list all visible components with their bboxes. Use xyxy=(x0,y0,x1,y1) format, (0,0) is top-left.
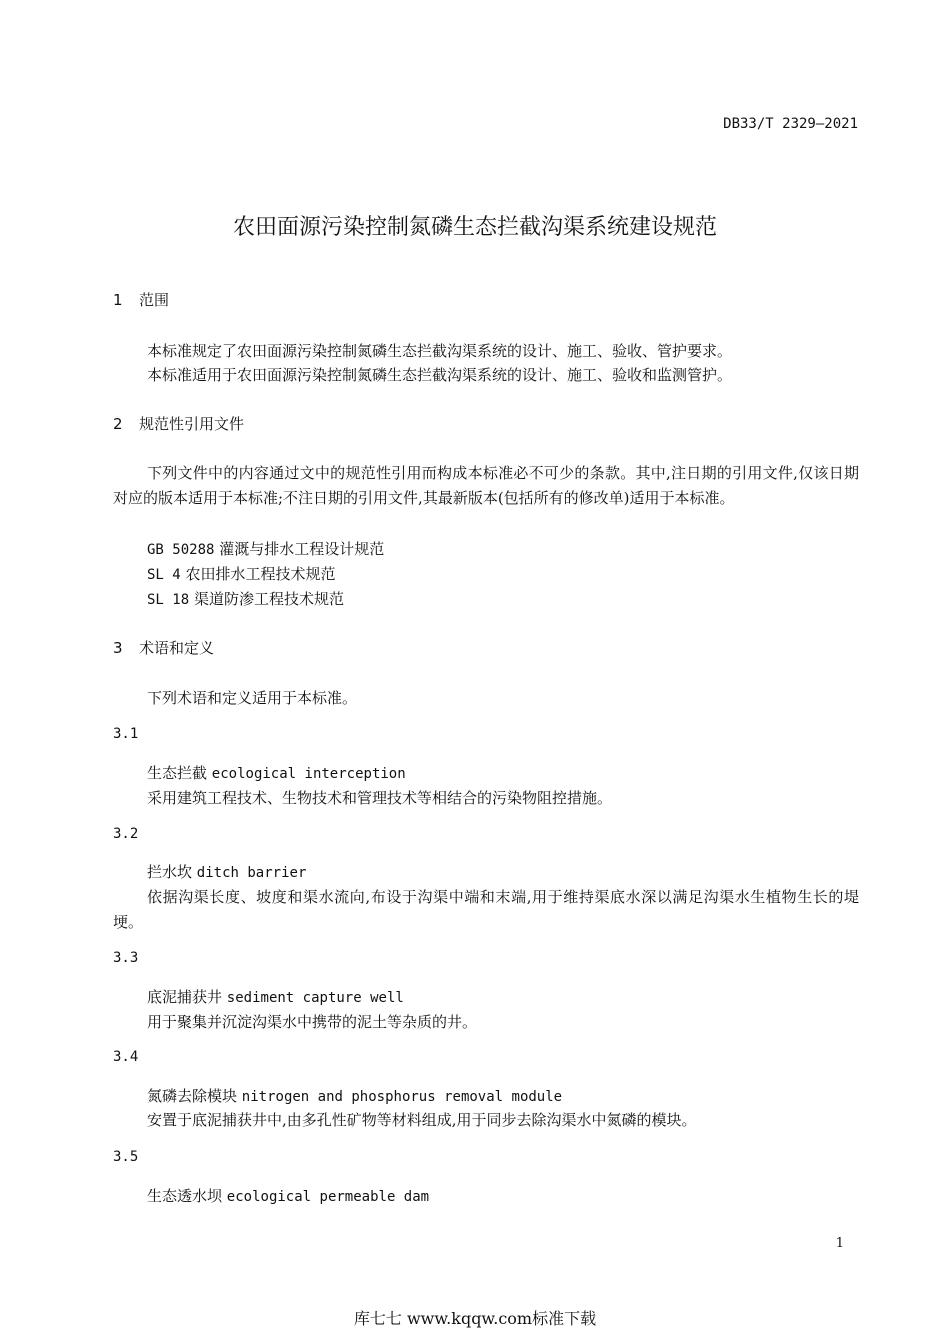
reference-item xyxy=(147,538,384,559)
paragraph: 下列文件中的内容通过文中的规范性引用而构成本标准必不可少的条款。其中,注日期的引用文件,仅该日期对应的版本适用于本标准;不注日期的引用文件,其最新版本(包括所有的修改单)适用于本标准。 xyxy=(113,464,859,507)
reference-code: GB 50288 xyxy=(147,542,215,558)
paragraph: 本标准规定了农田面源污染控制氮磷生态拦截沟渠系统的设计、施工、验收、管护要求。 xyxy=(147,342,733,360)
term-entry xyxy=(147,861,306,882)
reference-code: SL 18 xyxy=(147,592,190,608)
reference-code: SL 4 xyxy=(147,567,181,583)
clause-number: 3.1 xyxy=(113,726,139,742)
term-cn: 生态透水坝 xyxy=(147,1187,223,1205)
term-entry xyxy=(147,986,404,1007)
term-en: ditch barrier xyxy=(196,865,307,881)
reference-item xyxy=(147,588,344,609)
section-number: 2 xyxy=(113,415,123,433)
term-definition: 依据沟渠长度、坡度和渠水流向,布设于沟渠中端和末端,用于维持渠底水深以满足沟渠水生植物生长的堤埂。 xyxy=(113,888,859,931)
term-cn: 氮磷去除模块 xyxy=(147,1087,238,1105)
document-title: 农田面源污染控制氮磷生态拦截沟渠系统建设规范 xyxy=(232,215,717,240)
section-heading-terms xyxy=(113,637,214,658)
section-title: 术语和定义 xyxy=(139,639,215,657)
page-number: 1 xyxy=(835,1236,844,1251)
term-entry xyxy=(147,1085,562,1106)
term-entry xyxy=(147,1185,429,1206)
term-cn: 底泥捕获井 xyxy=(147,988,223,1006)
clause-number: 3.2 xyxy=(113,826,139,842)
footer-watermark: 库七七 www.kqqw.com标准下载 xyxy=(353,1309,597,1328)
reference-name: 农田排水工程技术规范 xyxy=(185,565,336,583)
section-heading-scope xyxy=(113,289,169,310)
section-number: 3 xyxy=(113,639,123,657)
standard-code: DB33/T 2329—2021 xyxy=(723,116,858,132)
term-en: nitrogen and phosphorus removal module xyxy=(241,1089,563,1105)
term-definition: 用于聚集并沉淀沟渠水中携带的泥土等杂质的井。 xyxy=(147,1013,478,1031)
paragraph: 下列术语和定义适用于本标准。 xyxy=(147,689,358,707)
term-en: ecological permeable dam xyxy=(226,1189,430,1205)
reference-name: 灌溉与排水工程设计规范 xyxy=(219,540,385,558)
reference-item xyxy=(147,563,336,584)
term-cn: 拦水坎 xyxy=(147,863,193,881)
term-en: ecological interception xyxy=(211,766,406,782)
term-definition: 采用建筑工程技术、生物技术和管理技术等相结合的污染物阻控措施。 xyxy=(147,789,613,807)
clause-number: 3.5 xyxy=(113,1149,139,1165)
term-cn: 生态拦截 xyxy=(147,764,208,782)
clause-number: 3.3 xyxy=(113,950,139,966)
section-title: 规范性引用文件 xyxy=(139,415,245,433)
term-definition: 安置于底泥捕获井中,由多孔性矿物等材料组成,用于同步去除沟渠水中氮磷的模块。 xyxy=(147,1111,697,1129)
section-heading-normative-references xyxy=(113,413,244,434)
paragraph: 本标准适用于农田面源污染控制氮磷生态拦截沟渠系统的设计、施工、验收和监测管护。 xyxy=(147,366,733,384)
term-entry xyxy=(147,762,406,783)
section-title: 范围 xyxy=(139,291,170,309)
clause-number: 3.4 xyxy=(113,1049,139,1065)
term-en: sediment capture well xyxy=(226,990,404,1006)
reference-name: 渠道防渗工程技术规范 xyxy=(193,590,344,608)
section-number: 1 xyxy=(113,291,123,309)
